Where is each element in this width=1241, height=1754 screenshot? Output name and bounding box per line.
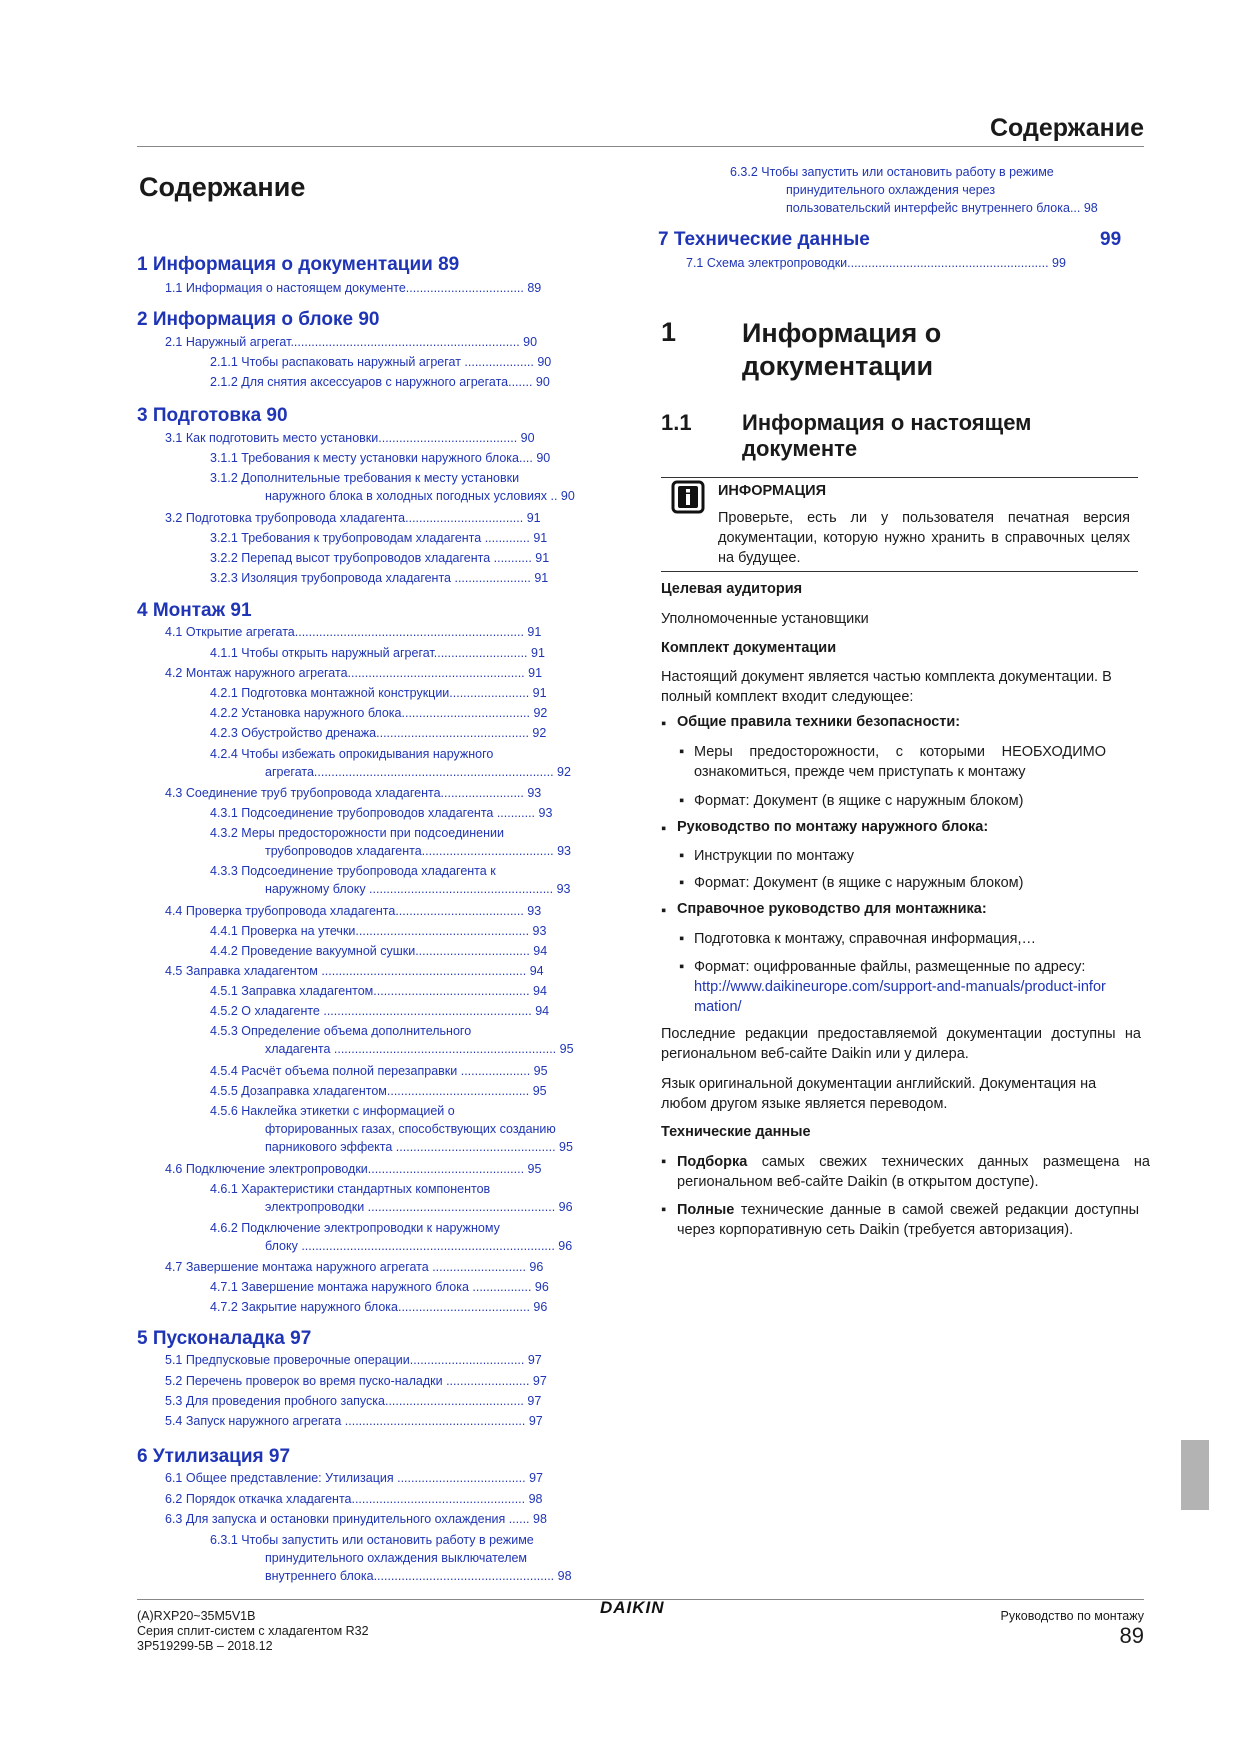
toc-section-2[interactable]: 2 Информация о блоке 90 (137, 309, 380, 330)
toc-entry[interactable]: 4.4.2 Проведение вакуумной сушки................................. 94 (210, 944, 548, 958)
tech-bullet-2 (677, 1200, 1139, 1240)
toc-entry[interactable]: 4.6.2 Подключение электропроводки к наружному (210, 1221, 500, 1235)
toc-section-4[interactable]: 4 Монтаж 91 (137, 600, 252, 621)
toc-entry[interactable]: 4.4.1 Проверка на утечки.................................................. 93 (210, 924, 547, 938)
toc-entry[interactable]: 5.2 Перечень проверок во время пуско-наладки ........................ 97 (165, 1374, 547, 1388)
tech-bullet-1 (677, 1152, 1150, 1192)
toc-entry[interactable]: принудительного охлаждения через (786, 183, 996, 197)
daikin-logo: DAIKIN (600, 1598, 665, 1617)
bullet-marker: ▪ (679, 793, 685, 809)
toc-entry[interactable]: 3.1.1 Требования к месту установки наружного блока.... 90 (210, 451, 551, 465)
header-divider (137, 146, 1144, 147)
toc-entry[interactable]: 4.2 Монтаж наружного агрегата................................................... 91 (165, 666, 543, 680)
toc-entry[interactable]: 4.5.6 Наклейка этикетки с информацией о (210, 1104, 455, 1118)
toc-entry[interactable]: электропроводки ...................................................... 96 (265, 1200, 573, 1214)
toc-entry[interactable]: 4.7 Завершение монтажа наружного агрегата ........................... 96 (165, 1260, 544, 1274)
toc-entry[interactable]: 2.1.2 Для снятия аксессуаров с наружного агрегата....... 90 (210, 375, 550, 389)
toc-entry[interactable]: 7.1 Схема электропроводки.......................................................... 99 (686, 256, 1066, 270)
language-text: Язык оригинальной документации английский. Документация на любом другом языке является переводом. (661, 1076, 1097, 1112)
bullet-marker: ▪ (661, 1154, 667, 1170)
page-number: 89 (1119, 1623, 1144, 1648)
subsection-title: Информация о настоящем документе (742, 410, 1032, 461)
toc-entry[interactable]: 4.5 Заправка хладагентом ........................................................... 94 (165, 964, 544, 978)
audience-heading: Целевая аудитория (661, 581, 803, 597)
docset-heading: Комплект документации (661, 640, 837, 656)
bullet-subitem: Меры предосторожности, с которыми НЕОБХОДИМО ознакомиться, прежде чем приступать к монтажу (694, 744, 1106, 780)
tech-bullet-2-text: технические данные в самой свежей редакции доступны через корпоративную сеть Daikin (требуется авторизация). (677, 1202, 1139, 1238)
toc-entry[interactable]: фторированных газах, способствующих созданию (265, 1122, 556, 1136)
toc-entry[interactable]: принудительного охлаждения выключателем (265, 1551, 528, 1565)
product-info-link[interactable]: http://www.daikineurope.com/support-and-manuals/product-information/ (694, 979, 1106, 1015)
info-text: Проверьте, есть ли у пользователя печатная версия документации, которую нужно хранить в справочных целях на будущее. (718, 510, 1130, 566)
toc-entry[interactable]: 4.5.3 Определение объема дополнительного (210, 1024, 472, 1038)
toc-section-5[interactable]: 5 Пусконаладка 97 (137, 1328, 312, 1349)
bullet-marker: ▪ (679, 744, 685, 760)
toc-entry[interactable]: 4.5.5 Дозаправка хладагентом......................................... 95 (210, 1084, 547, 1098)
toc-entry[interactable]: 3.1 Как подготовить место установки........................................ 90 (165, 431, 535, 445)
toc-entry[interactable]: хладагента ................................................................ 95 (265, 1042, 574, 1056)
footer-manual: Руководство по монтажу (1000, 1609, 1144, 1623)
section-title: Информация о документации (742, 318, 942, 381)
toc-entry[interactable]: 4.2.3 Обустройство дренажа............................................ 92 (210, 726, 547, 740)
toc-entry[interactable]: наружного блока в холодных погодных условиях .. 90 (265, 489, 575, 503)
toc-entry[interactable]: 4.6 Подключение электропроводки............................................. 95 (165, 1162, 542, 1176)
footer-code: 3P519299-5B – 2018.12 (137, 1639, 273, 1653)
bullet-marker: ▪ (679, 848, 685, 864)
toc-entry[interactable]: 2.1 Наружный агрегат.................................................................. 90 (165, 335, 538, 349)
bullet-subitem: Формат: Документ (в ящике с наружным блоком) (694, 793, 1024, 809)
tech-bullet-2-bold: Полные (677, 1202, 735, 1218)
toc-entry[interactable]: 6.1 Общее представление: Утилизация ..................................... 97 (165, 1471, 543, 1485)
tech-data-heading: Технические данные (661, 1124, 811, 1140)
toc-entry[interactable]: 4.7.1 Завершение монтажа наружного блока ................. 96 (210, 1280, 549, 1294)
toc-entry[interactable]: 6.2 Порядок откачка хладагента.................................................. 98 (165, 1492, 543, 1506)
toc-entry[interactable]: 4.2.2 Установка наружного блока..................................... 92 (210, 706, 548, 720)
toc-entry[interactable]: 3.1.2 Дополнительные требования к месту установки (210, 471, 520, 485)
toc-entry[interactable]: 6.3.2 Чтобы запустить или остановить работу в режиме (730, 165, 1054, 179)
toc-entry[interactable]: парникового эффекта .............................................. 95 (265, 1140, 573, 1154)
bullet-marker: ▪ (679, 959, 685, 975)
toc-entry[interactable]: 5.3 Для проведения пробного запуска........................................ 97 (165, 1394, 542, 1408)
bullet-item: Справочное руководство для монтажника: (677, 901, 987, 917)
toc-entry[interactable]: 3.2.3 Изоляция трубопровода хладагента ...................... 91 (210, 571, 549, 585)
bullet-marker: ▪ (661, 1202, 667, 1218)
toc-section-6[interactable]: 6 Утилизация 97 (137, 1446, 291, 1467)
toc-entry[interactable]: 5.4 Запуск наружного агрегата .................................................... 97 (165, 1414, 543, 1428)
toc-section-3[interactable]: 3 Подготовка 90 (137, 405, 288, 426)
tech-bullet-1-text: самых свежих технических данных размещена на региональном веб-сайте Daikin (в открытом доступе). (677, 1154, 1150, 1190)
toc-section-7[interactable]: 7 Технические данные (658, 229, 870, 250)
subsection-number: 1.1 (661, 410, 692, 435)
toc-entry[interactable]: 4.3 Соединение труб трубопровода хладагента........................ 93 (165, 786, 542, 800)
toc-entry[interactable]: 1.1 Информация о настоящем документе.................................. 89 (165, 281, 542, 295)
format-text: Формат: оцифрованные файлы, размещенные по адресу: (694, 959, 1086, 975)
toc-entry[interactable]: 4.6.1 Характеристики стандартных компонентов (210, 1182, 491, 1196)
toc-entry[interactable]: 4.5.2 О хладагенте ............................................................ 94 (210, 1004, 550, 1018)
latest-docs-text: Последние редакции предоставляемой документации доступны на региональном веб-сайте Daikin или у дилера. (661, 1026, 1141, 1062)
toc-entry[interactable]: 4.1.1 Чтобы открыть наружный агрегат........................... 91 (210, 646, 545, 660)
toc-entry[interactable]: 5.1 Предпусковые проверочные операции................................. 97 (165, 1353, 542, 1367)
docset-text: Настоящий документ является частью комплекта документации. В полный комплект входит следующее: (661, 669, 1112, 705)
toc-entry[interactable]: 4.4 Проверка трубопровода хладагента..................................... 93 (165, 904, 542, 918)
toc-entry[interactable]: 4.1 Открытие агрегата.................................................................. 91 (165, 625, 542, 639)
toc-entry[interactable]: 6.3.1 Чтобы запустить или остановить работу в режиме (210, 1533, 534, 1547)
info-box-top-rule (661, 477, 1138, 478)
footer-series: Серия сплит-систем с хладагентом R32 (137, 1624, 369, 1638)
toc-entry[interactable]: блоку ......................................................................... 96 (265, 1239, 573, 1253)
audience-text: Уполномоченные установщики (661, 611, 869, 627)
toc-entry[interactable]: 4.3.3 Подсоединение трубопровода хладагента к (210, 864, 496, 878)
toc-entry[interactable]: внутреннего блока.................................................... 98 (265, 1569, 572, 1583)
footer-model: (A)RXP20~35M5V1B (137, 1609, 256, 1623)
bullet-marker: ▪ (661, 903, 667, 919)
info-label: ИНФОРМАЦИЯ (718, 483, 827, 499)
info-box-bottom-rule (661, 571, 1138, 572)
toc-entry[interactable]: агрегата..................................................................... 92 (265, 765, 571, 779)
bullet-subitem: Формат: Документ (в ящике с наружным блоком) (694, 875, 1024, 891)
toc-section-1[interactable]: 1 Информация о документации 89 (137, 254, 460, 275)
bullet-subitem: Инструкции по монтажу (694, 848, 854, 864)
page-header-title: Содержание (989, 114, 1144, 142)
toc-entry[interactable]: 4.7.2 Закрытие наружного блока...................................... 96 (210, 1300, 548, 1314)
toc-entry[interactable]: 4.5.4 Расчёт объема полной перезаправки .................... 95 (210, 1064, 548, 1078)
toc-entry[interactable]: наружному блоку ..................................................... 93 (265, 882, 571, 896)
toc-entry[interactable]: 4.5.1 Заправка хладагентом............................................. 94 (210, 984, 547, 998)
toc-entry[interactable]: 4.2.4 Чтобы избежать опрокидывания наружного (210, 747, 494, 761)
toc-entry[interactable]: 3.2.2 Перепад высот трубопроводов хладагента ........... 91 (210, 551, 550, 565)
bullet-marker: ▪ (661, 716, 667, 732)
bullet-marker: ▪ (679, 931, 685, 947)
toc-entry[interactable]: 2.1.1 Чтобы распаковать наружный агрегат .................... 90 (210, 355, 552, 369)
toc-entry[interactable]: 4.2.1 Подготовка монтажной конструкции....................... 91 (210, 686, 547, 700)
toc-entry[interactable]: 6.3 Для запуска и остановки принудительного охлаждения ...... 98 (165, 1512, 547, 1526)
side-tab (1181, 1440, 1209, 1510)
bullet-subitem: Подготовка к монтажу, справочная информация,… (694, 931, 1037, 947)
toc-entry[interactable]: 4.3.2 Меры предосторожности при подсоединении (210, 826, 504, 840)
bullet-item: Руководство по монтажу наружного блока: (677, 819, 989, 835)
section-number: 1 (661, 317, 677, 347)
toc-section-7-page[interactable]: 99 (1100, 229, 1122, 250)
toc-entry[interactable]: 4.3.1 Подсоединение трубопроводов хладагента ........... 93 (210, 806, 553, 820)
bullet-subitem (694, 957, 1139, 1017)
info-icon (671, 480, 705, 514)
toc-entry[interactable]: 3.2 Подготовка трубопровода хладагента.................................. 91 (165, 511, 541, 525)
bullet-marker: ▪ (679, 875, 685, 891)
toc-entry[interactable]: пользовательский интерфейс внутреннего блока... 98 (786, 201, 1098, 215)
tech-bullet-1-bold: Подборка (677, 1154, 748, 1170)
bullet-marker: ▪ (661, 821, 667, 837)
toc-entry[interactable]: трубопроводов хладагента...................................... 93 (265, 844, 572, 858)
toc-title: Содержание (139, 172, 306, 202)
bullet-item: Общие правила техники безопасности: (677, 714, 961, 730)
toc-entry[interactable]: 3.2.1 Требования к трубопроводам хладагента ............. 91 (210, 531, 548, 545)
